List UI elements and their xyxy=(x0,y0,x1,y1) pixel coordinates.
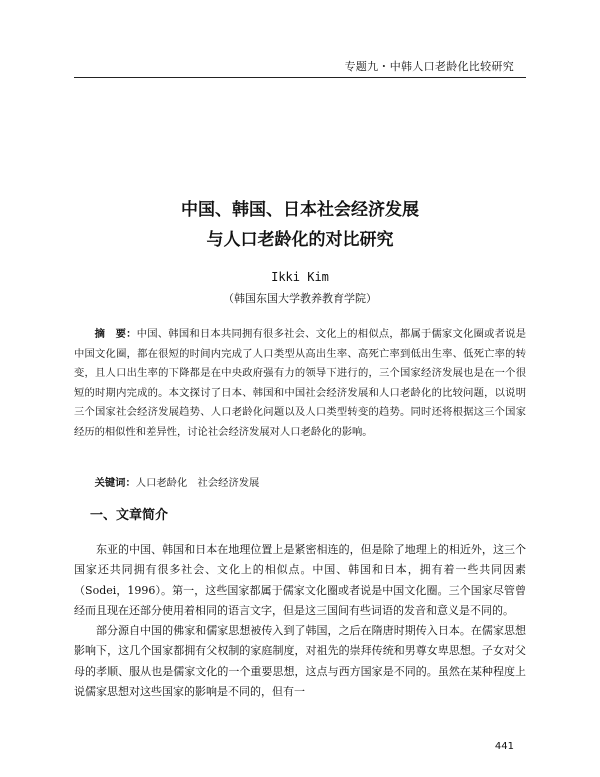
title-line-2: 与人口老龄化的对比研究 xyxy=(206,230,394,250)
author-name: Ikki Kim xyxy=(271,270,329,284)
abstract xyxy=(74,325,526,442)
paper-title xyxy=(74,195,526,255)
title-line-1: 中国、韩国、日本社会经济发展 xyxy=(181,200,419,220)
abstract-text: 中国、韩国和日本共同拥有很多社会、文化上的相似点，都属于儒家文化圈或者说是中国文化圈，都在很短的时间内完成了人口类型从高出生率、高死亡率到低出生率、低死亡率的转变，且人口出生率的下降都是在中央政府强有力的领导下进行的，三个国家经济发展也是在一个很短的时期内完成的。本文探讨了日本、韩国和中国社会经济发展和人口老龄化的比较问题，以说明三个国家社会经济发展趋势、人口老龄化问题以及人口类型转变的趋势。同时还将根据这三个国家经历的相似性和差异性，讨论社会经济发展对人口老龄化的影响。 xyxy=(74,328,527,438)
paragraph-1: 东亚的中国、韩国和日本在地理位置上是紧密相连的，但是除了地理上的相近外，这三个国家还共同拥有很多社会、文化上的相似点。中国、韩国和日本，拥有着一些共同因素（Sodei，1996）。第一，这些国家都属于儒家文化圈或者说是中国文化圈。三个国家尽管曾经而且现在还部分使用着相同的语言文字，但是这三国间有些词语的发音和意义是不同的。 xyxy=(74,543,526,617)
author-affiliation: （韩国东国大学教养教育学院） xyxy=(223,292,377,305)
abstract-label: 摘 要： xyxy=(94,328,137,340)
page-number: 441 xyxy=(494,741,514,752)
paragraph-2: 部分源自中国的佛家和儒家思想被传入到了韩国，之后在隋唐时期传入日本。在儒家思想影响下，这几个国家都拥有父权制的家庭制度，对祖先的崇拜传统和男尊女卑思想。子女对父母的孝顺、服从也是儒家文化的一个重要思想，这点与西方国家是不同的。虽然在某种程度上说儒家思想对这些国家的影响是不同的，但有一 xyxy=(74,624,526,699)
section-heading: 一、文章简介 xyxy=(90,508,169,523)
keywords-label: 关键词： xyxy=(94,477,136,489)
body-text xyxy=(74,540,526,702)
running-head: 专题九・中韩人口老龄化比较研究 xyxy=(344,60,514,73)
header-rule xyxy=(74,77,526,78)
keywords-text: 人口老龄化 社会经济发展 xyxy=(135,477,260,489)
keywords xyxy=(74,474,526,489)
